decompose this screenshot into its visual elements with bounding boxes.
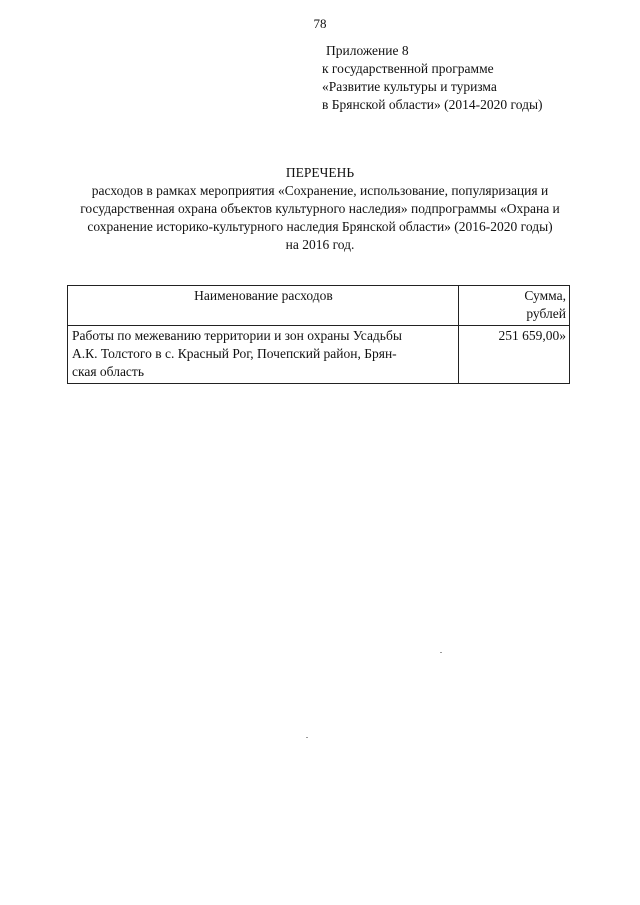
document-title: ПЕРЕЧЕНЬ: [285, 165, 355, 180]
heading-line: расходов в рамках мероприятия «Сохранение, использование, популяризация и: [91, 183, 549, 198]
appendix-line: Приложение 8: [326, 43, 409, 58]
scan-speck: [440, 652, 442, 653]
scan-speck: [306, 737, 308, 738]
expenses-table: [67, 285, 570, 384]
heading-line: государственная охрана объектов культурного наследия» подпрограммы «Охрана и: [80, 201, 560, 216]
expense-name-line: ская область: [72, 364, 144, 379]
table-header-row: [68, 286, 570, 326]
column-header-name: Наименование расходов: [68, 286, 459, 326]
expense-name-line: А.К. Толстого в с. Красный Рог, Почепский район, Брян-: [72, 346, 397, 361]
appendix-line: к государственной программе: [322, 61, 494, 76]
heading-line: на 2016 год.: [285, 237, 355, 252]
expense-sum-cell: 251 659,00»: [458, 326, 569, 384]
page-number: 78: [313, 16, 327, 31]
document-heading: [20, 164, 620, 254]
expense-name-line: Работы по межеванию территории и зон охраны Усадьбы: [72, 328, 402, 343]
appendix-note: [322, 42, 543, 114]
appendix-line: в Брянской области» (2014-2020 годы): [322, 97, 543, 112]
column-header-sum-line: Сумма,: [524, 288, 566, 303]
appendix-line: «Развитие культуры и туризма: [322, 79, 497, 94]
heading-line: сохранение историко-культурного наследия Брянской области» (2016-2020 годы): [87, 219, 553, 234]
table-row: [68, 326, 570, 384]
expense-name-cell: [68, 326, 459, 384]
column-header-sum: [458, 286, 569, 326]
column-header-sum-line: рублей: [526, 306, 566, 321]
